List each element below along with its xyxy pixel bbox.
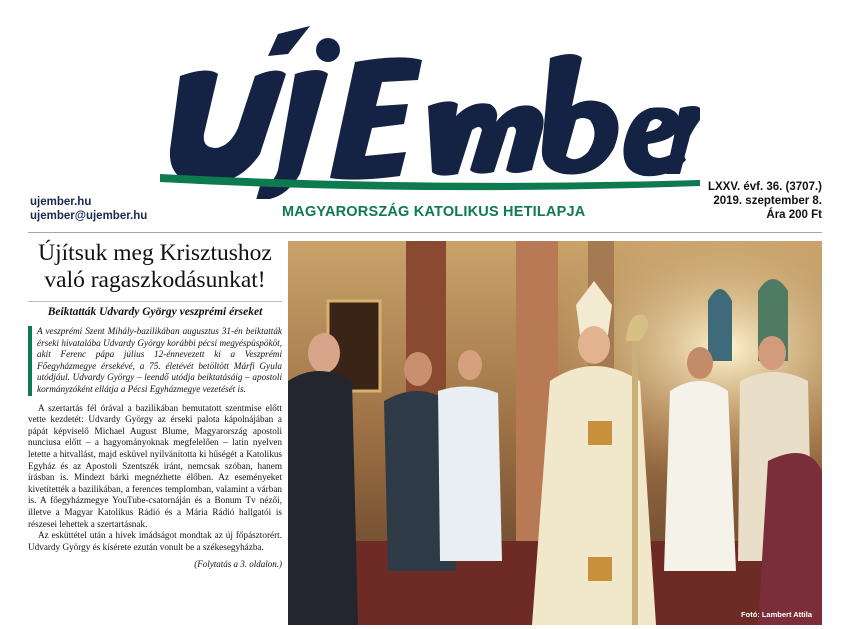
article-paragraph: A szertartás fél órával a bazilikában bemutatott szentmise előtt vette kezdetét: Udvardy György az érseki palota kápolnájában a pápát képviselő Michael August Blume, Magyarország apostoli nunciusa előtt – a hagyományoknak megfelelően – latin nyelven letette a hitvallást, majd esküvel nyilvánította ki hűségét a Katolikus Egyház és az Apostoli Szentszék iránt, nemcsak szóban, hanem írásban is. Mindezt bárki megnézhette élőben. Az eseményeket kivetítették a bazilikában, a ferences templomban, valamint a várban is. A főegyházmegye YouTube-csatornáján és a Bonum Tv nézői, illetve a Magyar Katolikus Rádió és a Mária Rádió hallgatói is részesei lehettek a szertartásnak. bbox=[28, 402, 282, 529]
website-link[interactable]: ujember.hu bbox=[30, 196, 92, 208]
masthead-divider bbox=[28, 232, 822, 233]
cover-photo bbox=[288, 241, 822, 625]
photo-credit: Fotó: Lambert Attila bbox=[741, 610, 812, 619]
masthead-contact bbox=[30, 195, 147, 223]
masthead-logo bbox=[160, 24, 700, 199]
article-paragraph: Az esküttétel után a hívek imádságot mondtak az új főpásztorért. Udvardy György és kísérete ezután vonult be a székesegyházba. bbox=[28, 530, 282, 552]
logo-lettering bbox=[170, 26, 700, 199]
issue-volume: LXXV. évf. 36. (3707.) bbox=[707, 181, 822, 193]
continued-note[interactable]: (Folytatás a 3. oldalon.) bbox=[194, 559, 282, 570]
article-headline[interactable]: Újítsuk meg Krisztushoz való ragaszkodásunkat! bbox=[38, 240, 272, 293]
issue-date: 2019. szeptember 8. bbox=[713, 195, 822, 207]
article-lead: A veszprémi Szent Mihály-bazilikában augusztus 31-én beiktatták érseki hivatalába Udvardy György korábbi pécsi megyéspüspököt, akit Ferenc pápa július 12-énnevezett ki a Veszprémi Főegyházmegye érsekévé, a 75. életévét betöltött Márfi Gyula utódjául. Udvardy György – leendő utódja beiktatásáig – apostoli kormányzóként ellátja a Pécsi Egyházmegye vezetését is. bbox=[28, 326, 282, 396]
masthead-tagline: MAGYARORSZÁG KATOLIKUS HETILAPJA bbox=[282, 204, 586, 220]
article-column bbox=[28, 238, 282, 623]
photo-illustration bbox=[288, 241, 822, 625]
issue-price: Ára 200 Ft bbox=[766, 209, 822, 221]
email-link[interactable]: ujember@ujember.hu bbox=[30, 210, 148, 222]
logo-underline-swoosh bbox=[160, 174, 700, 190]
issue-info bbox=[708, 180, 822, 222]
article-subhead: Beiktatták Udvardy György veszprémi érseket bbox=[28, 301, 282, 318]
